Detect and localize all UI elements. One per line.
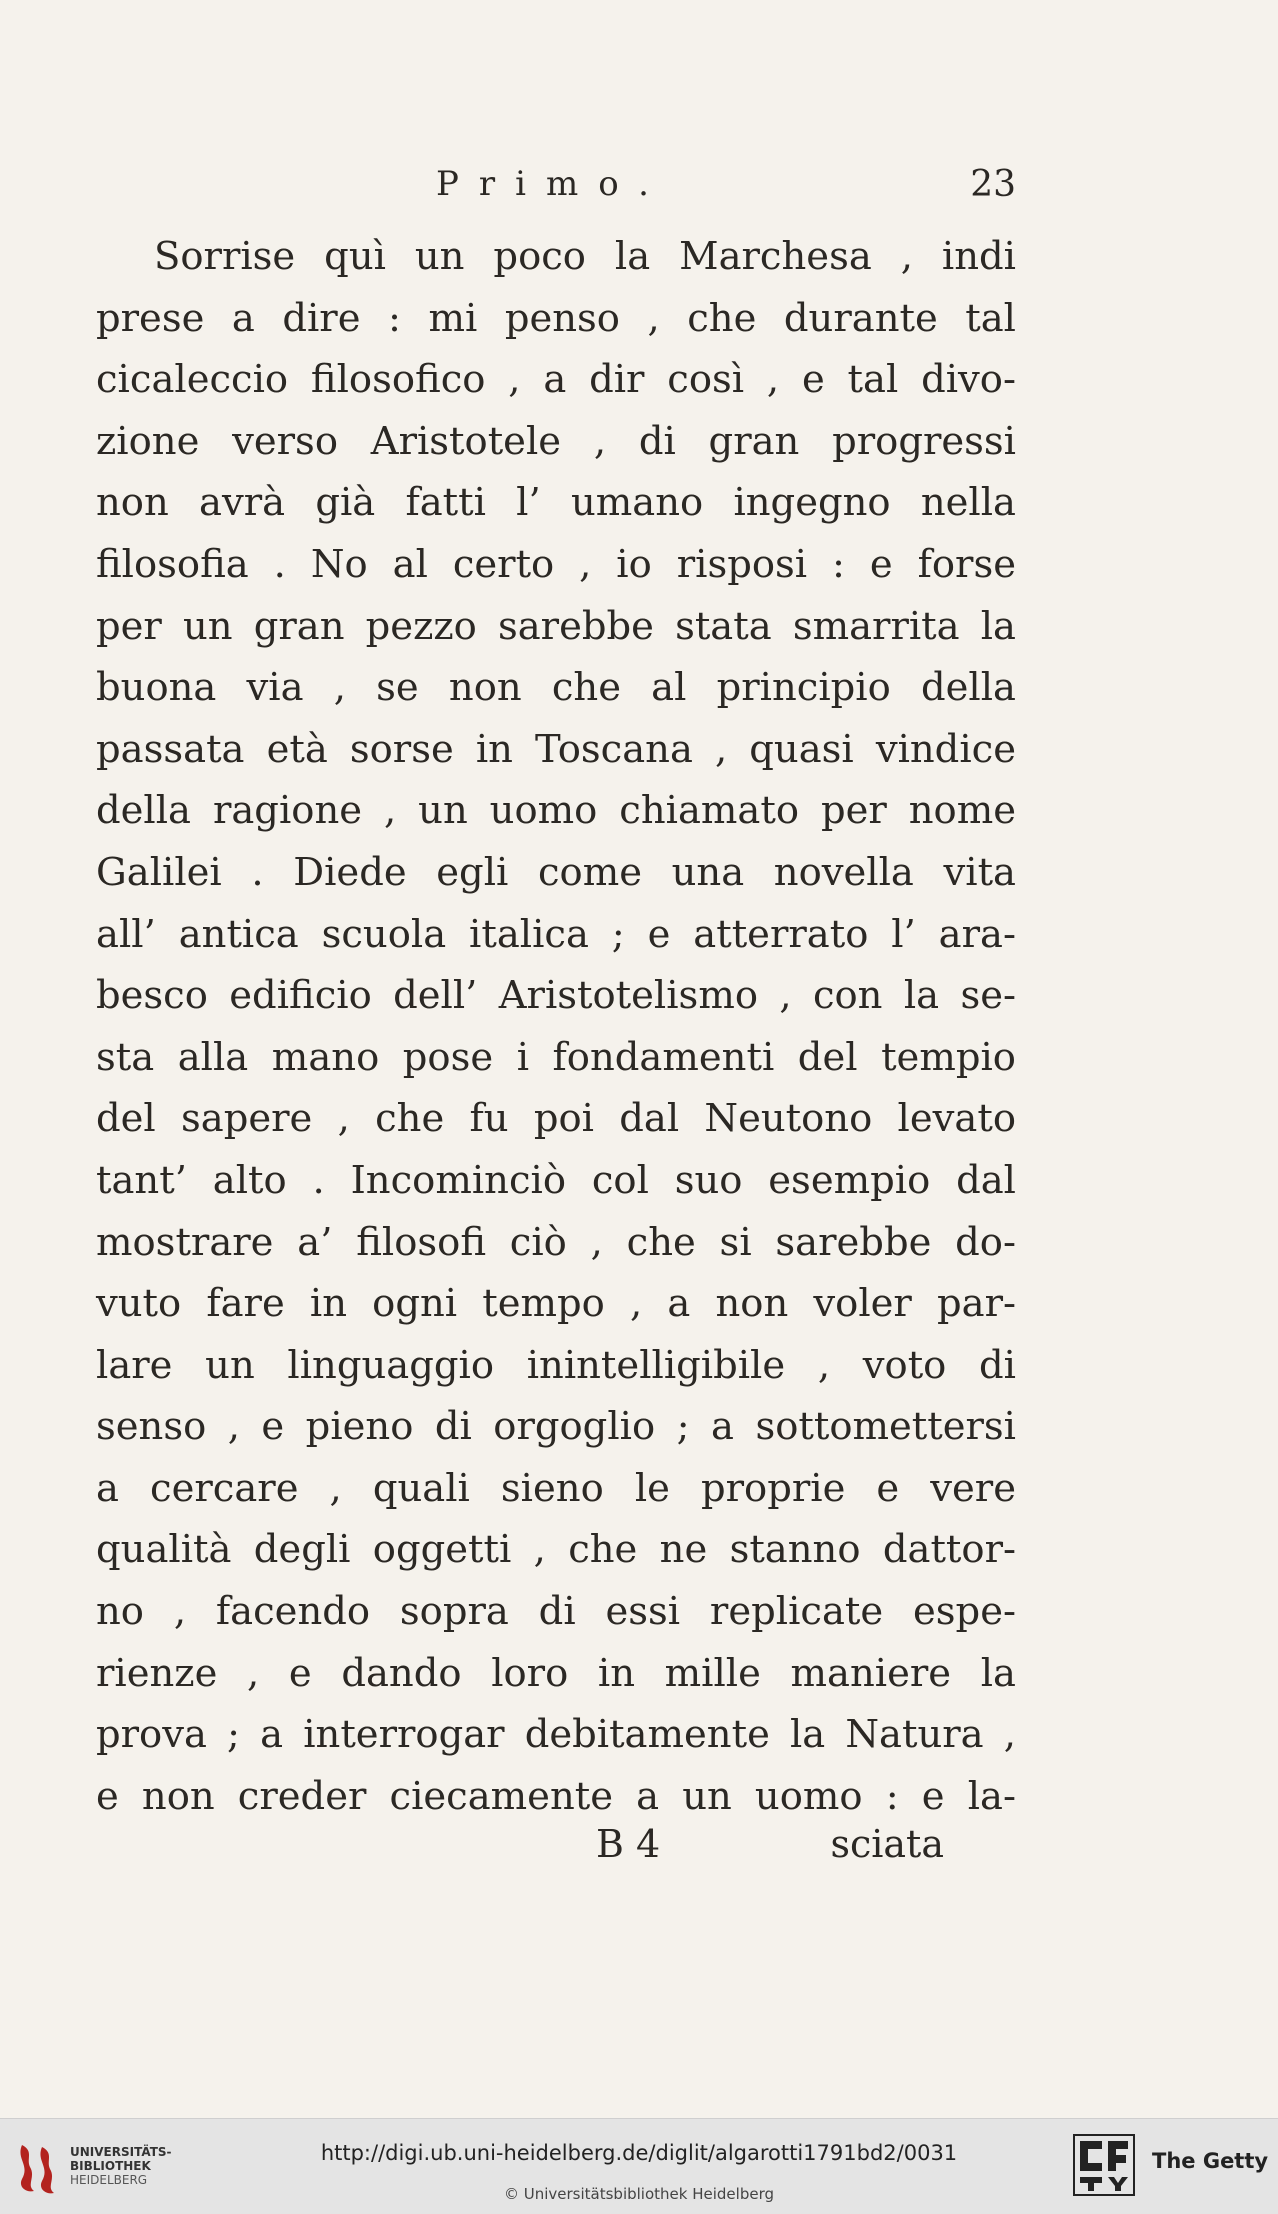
text-line: prova ; a interrogar debitamente la Natura ,	[96, 1712, 1016, 1758]
getty-logo-icon	[1072, 2133, 1136, 2199]
text-line: Sorrise quì un poco la Marchesa , indi	[154, 234, 1016, 279]
library-name-line: UNIVERSITÄTS-	[70, 2145, 172, 2159]
text-line: zione verso Aristotele , di gran progressi	[96, 418, 1016, 464]
running-head	[96, 164, 1016, 214]
catchword: sciata	[830, 1822, 944, 1866]
text-line: passata età sorse in Toscana , quasi vindice	[96, 726, 1016, 772]
text-line: per un gran pezzo sarebbe stata smarrita la	[96, 603, 1016, 649]
text-line: tant’ alto . Incominciò col suo esempio dal	[96, 1157, 1016, 1203]
partner-name: The Getty	[1152, 2149, 1269, 2173]
copyright-notice: © Universitätsbibliothek Heidelberg	[503, 2185, 774, 2203]
viewer-footer-bar	[0, 2118, 1278, 2214]
text-line: rienze , e dando loro in mille maniere la	[96, 1650, 1016, 1696]
text-line: lare un linguaggio inintelligibile , voto di	[96, 1342, 1016, 1388]
library-name-line: BIBLIOTHEK	[70, 2159, 151, 2173]
text-line: vuto fare in ogni tempo , a non voler par-	[96, 1281, 1016, 1327]
text-line: no , facendo sopra di essi replicate espe-	[96, 1589, 1016, 1635]
text-line: all’ antica scuola italica ; e atterrato l’ ara-	[96, 911, 1016, 957]
text-line: filosofia . No al certo , io risposi : e forse	[96, 541, 1016, 587]
text-line: besco edificio dell’ Aristotelismo , con la se-	[96, 973, 1016, 1019]
text-line: mostrare a’ filosofi ciò , che si sarebbe do-	[96, 1219, 1016, 1265]
page-number: 23	[970, 164, 1016, 205]
text-line: della ragione , un uomo chiamato per nome	[96, 788, 1016, 834]
library-name-line: HEIDELBERG	[70, 2173, 148, 2187]
text-line: non avrà già fatti l’ umano ingegno nella	[96, 480, 1016, 526]
text-line: prese a dire : mi penso , che durante tal	[96, 295, 1016, 341]
text-line: del sapere , che fu poi dal Neutono levato	[96, 1096, 1016, 1142]
running-head-title: Primo.	[436, 164, 669, 204]
text-line: cicaleccio filosofico , a dir così , e tal divo-	[96, 357, 1016, 403]
text-line: buona via , se non che al principio della	[96, 665, 1016, 711]
page-foot	[96, 1822, 1016, 1882]
text-line: a cercare , quali sieno le proprie e vere	[96, 1465, 1016, 1511]
text-line: e non creder ciecamente a un uomo : e la-	[96, 1773, 1016, 1819]
text-line: qualità degli oggetti , che ne stanno dattor-	[96, 1527, 1016, 1573]
permalink-url[interactable]: http://digi.ub.uni-heidelberg.de/diglit/algarotti1791bd2/0031	[320, 2141, 958, 2165]
text-line: sta alla mano pose i fondamenti del tempio	[96, 1034, 1016, 1080]
body-text	[96, 226, 1016, 1827]
signature-mark: B 4	[596, 1822, 661, 1866]
text-line: senso , e pieno di orgoglio ; a sottomettersi	[96, 1404, 1016, 1450]
text-line: Galilei . Diede egli come una novella vita	[96, 849, 1016, 895]
